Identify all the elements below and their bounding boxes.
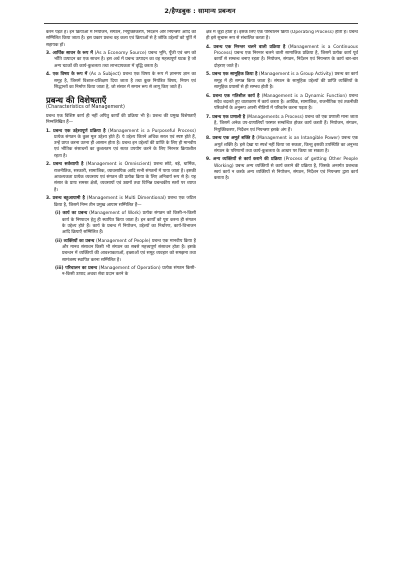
sub-item-text: प्रबन्ध एक मानवीय क्रिया है और मानव संसाधन किसी भी संगठन का सबसे महत्त्वपूर्ण संसाधन होता है। इसके प्रबन्धन में व्यक्तियों की आवश्यकताओं, इच्छाओं एवं समूह व्यवहार को समझना तथा सामंजस्य स्थापित करना सम्मिलित है। — [62, 238, 196, 263]
header-rule — [44, 23, 358, 24]
item-subtitle: (As a Subject) — [89, 72, 121, 78]
item-text: प्रबन्ध को एक प्रणाली माना जाता है, जिसमें अनेक उप-प्रणालियाँ परस्पर सम्बन्धित होकर कार्य करती हैं। नियोजन, संगठन, नियुक्तिकरण, निर्देशन एवं नियन्त्रण इसके अंग हैं। — [214, 114, 358, 133]
item-text: प्रबन्ध एक जटिल क्रिया है, जिसमें निम्न तीन प्रमुख आयाम सम्मिलित हैं— — [54, 196, 196, 208]
item-subtitle: (Management is Omniscient) — [85, 162, 152, 168]
characteristic-item — [206, 72, 358, 91]
item-text: प्रबन्ध एक अमूर्त शक्ति है। इसे देखा या स्पर्श नहीं किया जा सकता, किन्तु इसकी उपस्थिति का अनुभव संगठन के परिणामों तथा कार्य-कुशलता के आधार पर किया जा सकता है। — [214, 136, 358, 154]
item-subtitle: (Management is a Purposeful Process) — [108, 128, 196, 134]
characteristic-item — [46, 129, 196, 160]
sub-item-text: प्रत्येक संगठन किसी-न-किसी उत्पाद अथवा सेवा प्रदान करने के — [62, 266, 196, 278]
item-number: 8. — [206, 136, 211, 142]
numbered-item — [46, 72, 196, 91]
item-subtitle: (Management is Multi Dimentional) — [86, 196, 166, 202]
sub-item-subtitle: (Management of Operation) — [98, 266, 161, 272]
sub-item-number: (iii) — [55, 266, 64, 272]
item-number: 1. — [46, 128, 51, 134]
item-subtitle: (Management is a Group Activity) — [258, 72, 334, 78]
sub-item-title: व्यक्तियों का प्रबन्ध — [63, 238, 95, 244]
item-subtitle: (Management is a Continuous Process) — [214, 44, 358, 57]
item-title: प्रबन्ध एक उद्देश्यपूर्ण प्रक्रिया है — [53, 128, 106, 134]
item-title: प्रबन्ध एक निरन्तर चलने वाली प्रक्रिया है — [213, 44, 286, 50]
item-title: आर्थिक साधन के रूप में — [52, 51, 93, 57]
item-subtitle: (Management is a Dynamic Function) — [261, 93, 347, 99]
left-column — [46, 30, 196, 560]
item-text: प्रबन्ध भूमि, पूँजी एवं श्रम को भाँति उत्पादन का एक साधन है। इस अर्थ में प्रबन्ध उत्पादन का वह महत्त्वपूर्ण घटक है जो अन्य घटकों की कार्य-कुशलता तथा लाभदायकता में वृद्धि करता है। — [54, 51, 196, 69]
item-title: प्रबन्ध एक अमूर्त शक्ति है — [212, 136, 255, 142]
sub-item-subtitle: (Management of Work) — [89, 211, 141, 217]
sub-item-title: परिचालन का प्रबन्ध — [65, 266, 98, 272]
sub-item — [46, 266, 196, 279]
running-header: 2/हैण्डबुक : सामान्य प्रबन्धन — [164, 7, 236, 15]
item-text: प्रबन्ध एक विषय के रूप में ज्ञानमय ज्ञान का समूह है, जिसमें विशाल-प्रशिक्षण दिया जाता है तथा कुछ नियंत्रित विषय, नियम एवं सिद्धान्तों का निर्माण किया जाता है, जो संसार में समान रूप से लागू किए जाते हैं। — [54, 72, 196, 90]
item-number: 9. — [206, 157, 211, 163]
item-title: प्रबन्ध बहुआयामी है — [52, 196, 85, 202]
characteristic-item — [206, 136, 358, 155]
right-intro-paragraph: क्षेत्र में जुड़ा होता है। इसके लिए एक परिचालन क्रिया (Operating Process) होती है। प्रबन्ध ही इसे सुचारू रूप से संचालित करता है। — [206, 30, 358, 42]
item-number: 5. — [206, 72, 211, 78]
characteristic-item — [46, 162, 196, 193]
left-intro-paragraph: करने पड़ते हैं। इन क्रियाओं में नियोजन, संगठन, नियुक्तिकरण, निर्देशन और नियन्त्रण आदि को सम्मिलित किया जाता है। इस प्रकार प्रबन्ध वह कला एवं क्रियाओं से है जोकि उद्देश्यों को पूर्ति में सहायक हों। — [46, 30, 196, 48]
item-number: 3. — [46, 196, 51, 202]
item-title: अन्य व्यक्तियों से कार्य कराने की प्रक्रिया — [212, 157, 282, 163]
sub-item-subtitle: (Management of People) — [95, 238, 151, 244]
sub-item — [46, 211, 196, 236]
item-number: 4. — [206, 44, 211, 50]
sub-item — [46, 239, 196, 264]
item-text: प्रबन्ध अन्य व्यक्तियों से कार्य कराने की प्रक्रिया है, जिसके अन्तर्गत प्रबन्धक स्वयं कार्य न करके अन्य व्यक्तियों से नियोजन, संगठन, निर्देशन एवं नियन्त्रण द्वारा कार्य कराता है। — [214, 163, 358, 182]
item-text: प्रबन्ध एक निरन्तर चलने वाली सामाजिक प्रक्रिया है, जिसमें प्रत्येक कार्य पूर्व कार्यों से सम्बन्ध बनाए रहता है। नियोजन, संगठन, निर्देशन एवं नियन्त्रण के कार्य बार-बार दोहराए जाते हैं। — [214, 51, 358, 69]
item-number: 7. — [206, 114, 211, 120]
item-text: प्रबन्ध छोटे, बड़े, धार्मिक, राजनीतिक, सरकारी, सामाजिक, व्यावसायिक आदि सभी संगठनों में पाया जाता है। इसकी आवश्यकता प्रत्येक व्यवसाय एवं संगठन की प्रत्येक क्रिया के लिए अनिवार्य रूप से है। यह संसार के प्रायः समस्त क्षेत्रों, व्यवसायों एवं उद्यमों तथा विभिन्न प्रबन्धकीय स्तरों पर व्याप्त है। — [54, 162, 196, 193]
characteristic-item — [206, 94, 358, 113]
item-subtitle: (Managements a Process) — [246, 114, 304, 120]
item-title: प्रबन्ध सर्वव्यापी है — [53, 162, 84, 168]
characteristic-item — [206, 115, 358, 134]
characteristic-item — [206, 45, 358, 70]
item-number: 2. — [46, 162, 51, 168]
item-subtitle: (As a Economy Source) — [94, 51, 147, 57]
item-title: प्रबन्ध एक प्रणाली है — [212, 114, 246, 120]
sub-item-number: (ii) — [55, 238, 63, 244]
item-number: 6. — [206, 93, 211, 99]
item-number: 3. — [46, 51, 51, 57]
item-number: 4. — [46, 72, 51, 78]
item-subtitle: (Management is an Intangible Power) — [256, 136, 340, 142]
item-text: प्रबन्ध सदैव बदलते हुए वातावरण में कार्य करता है। आर्थिक, सामाजिक, राजनीतिक एवं तकनीकी परिवर्तनों के अनुरूप अपनी नीतियों में परिवर्तन करना पड़ता है। — [214, 93, 358, 112]
item-text: प्रत्येक संगठन के कुछ मूल उद्देश्य होते हैं। ये उद्देश्य जितने अधिक सरल एवं स्पष्ट होते हैं, उन्हें प्राप्त करना उतना ही आसान होता है। प्रबन्ध इन उद्देश्यों की प्राप्ति के लिए ही मानवीय एवं भौतिक संसाधनों का कुशलतम एवं सतत उपयोग करने के लिए निरन्तर क्रियाशील रहता है। — [54, 134, 196, 159]
item-title: एक विषय के रूप में — [52, 72, 88, 78]
item-text: प्रबन्ध का कार्य समूह में ही सम्पन्न किया जाता है। संगठन के सामूहिक उद्देश्यों की प्राप्ति व्यक्तियों के सामूहिक प्रयासों से ही सम्भव होती है। — [214, 72, 358, 90]
section-heading: प्रबन्ध की विशेषताएँ — [46, 95, 107, 106]
item-subtitle: (Process of getting Other People Working) — [214, 157, 358, 169]
item-title: प्रबन्ध एक सामूहिक क्रिया है — [212, 72, 258, 78]
right-column — [206, 30, 358, 560]
numbered-item — [46, 51, 196, 70]
sub-item-text: प्रत्येक संगठन को किसी-न-किसी कार्य के निष्पादन हेतु ही स्थापित किया जाता है। इन कार्यों को पूरा करना ही संगठन के उद्देश्य होते हैं। कार्य के प्रबन्ध में नियोजन, उद्देश्यों का निर्धारण, कार्य-विभाजन आदि क्रियाएँ सम्मिलित हैं। — [62, 211, 196, 236]
sub-item-number: (i) — [55, 211, 61, 217]
section-intro-paragraph: प्रबन्ध एक विशिष्ट कार्य ही नहीं अपितु कार्यों की प्रक्रिया भी है। प्रबन्ध की प्रमुख विशेषताएँ निम्नलिखित हैं— — [46, 113, 196, 126]
characteristic-item — [46, 196, 196, 209]
item-title: प्रबन्ध एक गतिशील कार्य है — [212, 93, 260, 99]
section-subheading: (Characteristics of Management) — [46, 105, 125, 111]
sub-item-title: कार्य का प्रबन्ध — [62, 211, 88, 217]
characteristic-item — [206, 157, 358, 182]
